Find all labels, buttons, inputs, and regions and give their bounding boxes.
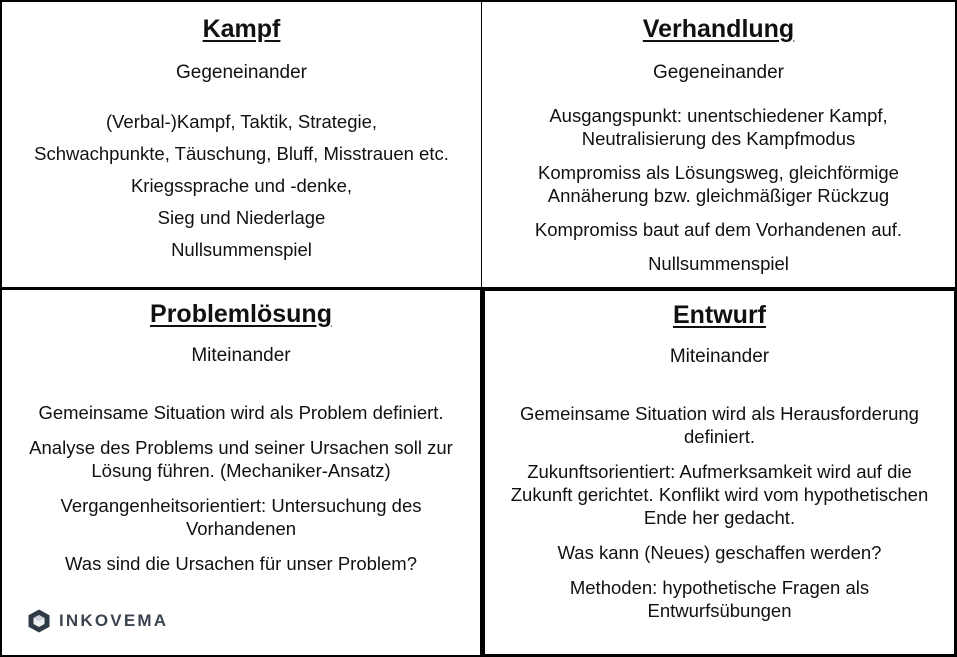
quadrant-line: Analyse des Problems und seiner Ursachen soll zur Lösung führen. (Mechaniker-Ansatz) <box>29 436 453 481</box>
quadrant-subtitle: Gegeneinander <box>176 61 307 83</box>
quadrant-body <box>499 402 940 623</box>
quadrant-line: Kompromiss baut auf dem Vorhandenen auf. <box>534 219 903 240</box>
quadrant-line: Vergangenheitsorientiert: Untersuchung des Vorhandenen <box>60 494 422 539</box>
hexagon-cube-icon <box>28 609 50 633</box>
quadrant-subtitle: Gegeneinander <box>653 61 784 83</box>
quadrant-body <box>496 104 941 276</box>
quadrant-kampf <box>0 0 482 288</box>
quadrant-line: Kriegssprache und -denke, <box>130 174 353 196</box>
quadrant-line: (Verbal-)Kampf, Taktik, Strategie, <box>105 110 378 132</box>
quadrant-title: Problemlösung <box>150 300 332 328</box>
quadrant-line: Gemeinsame Situation wird als Herausforderung definiert. <box>520 402 919 447</box>
quadrant-line: Nullsummenspiel <box>648 253 789 275</box>
quadrant-verhandlung <box>482 0 957 288</box>
quadrant-subtitle: Miteinander <box>191 344 291 366</box>
quadrant-line: Gemeinsame Situation wird als Problem definiert. <box>38 401 444 423</box>
quadrant-title: Entwurf <box>672 301 767 329</box>
brand-logo <box>28 609 168 633</box>
brand-name: INKOVEMA <box>59 611 169 630</box>
quadrant-line: Schwachpunkte, Täuschung, Bluff, Misstrauen etc. <box>34 142 449 164</box>
quadrant-entwurf <box>482 288 957 657</box>
quadrant-body <box>16 110 467 262</box>
quadrant-title: Kampf <box>202 15 281 43</box>
quadrant-title: Verhandlung <box>642 15 795 43</box>
quadrant-line: Methoden: hypothetische Fragen als Entwurfsübungen <box>569 577 870 622</box>
quadrant-subtitle: Miteinander <box>669 345 770 367</box>
quadrant-line: Zukunftsorientiert: Aufmerksamkeit wird auf die Zukunft gerichtet. Konflikt wird vom hypothetischen Ende her gedacht. <box>510 460 929 528</box>
quadrant-problemloesung <box>0 288 482 657</box>
quadrant-line: Kompromiss als Lösungsweg, gleichförmige Annäherung bzw. gleichmäßiger Rückzug <box>538 161 899 206</box>
quadrant-line: Was sind die Ursachen für unser Problem? <box>65 553 417 575</box>
quadrant-line: Ausgangspunkt: unentschiedener Kampf, Neutralisierung des Kampfmodus <box>549 104 888 149</box>
quadrant-body <box>16 401 466 576</box>
quadrant-line: Nullsummenspiel <box>171 239 312 260</box>
quadrant-line: Was kann (Neues) geschaffen werden? <box>557 542 882 564</box>
quadrant-line: Sieg und Niederlage <box>157 206 326 228</box>
